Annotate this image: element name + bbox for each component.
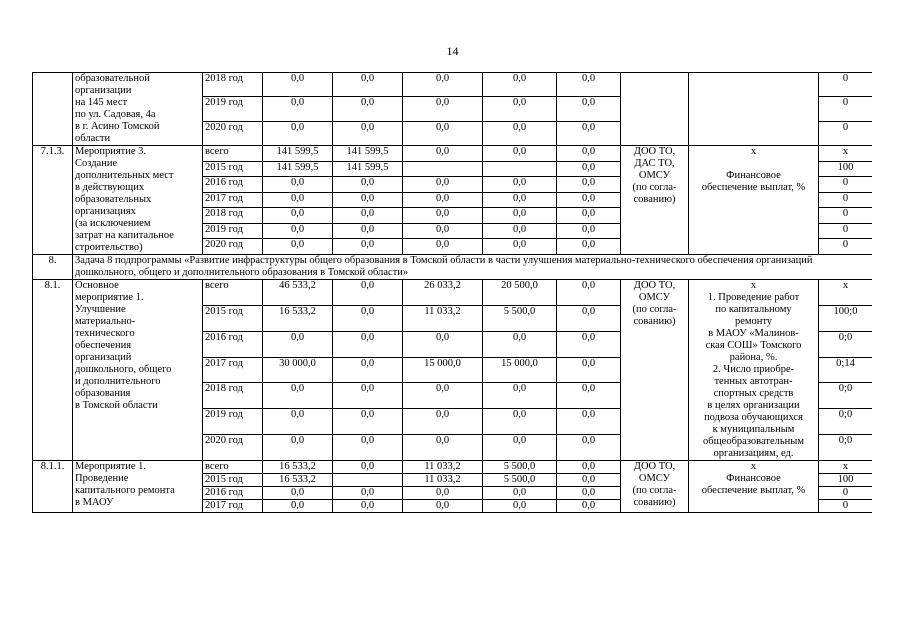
federal-budget-cell: 0,0 [333, 461, 403, 474]
indicator-value-cell: 0 [819, 97, 873, 121]
year-cell: 2015 год [203, 474, 263, 487]
year-cell: 2017 год [203, 500, 263, 513]
executor-cell: ДОО ТО, ОМСУ (по согла- сованию) [621, 461, 689, 513]
federal-budget-cell: 0,0 [333, 223, 403, 239]
indicator-value-cell: 0 [819, 500, 873, 513]
budget-table-container [32, 72, 872, 640]
local-budget-cell: 0,0 [483, 73, 557, 97]
year-cell: 2019 год [203, 409, 263, 435]
extra-budget-cell: 0,0 [557, 435, 621, 461]
federal-budget-cell: 0,0 [333, 500, 403, 513]
total-amount-cell: 0,0 [263, 239, 333, 255]
year-cell: 2018 год [203, 73, 263, 97]
year-cell: 2016 год [203, 487, 263, 500]
federal-budget-cell: 0,0 [333, 121, 403, 145]
year-cell: 2019 год [203, 223, 263, 239]
regional-budget-cell: 0,0 [403, 239, 483, 255]
indicator-value-cell: 0 [819, 208, 873, 224]
year-cell: 2020 год [203, 239, 263, 255]
total-amount-cell: 0,0 [263, 487, 333, 500]
federal-budget-cell: 141 599,5 [333, 146, 403, 162]
row-number-cell: 8.1.1. [33, 461, 73, 513]
local-budget-cell: 0,0 [483, 223, 557, 239]
year-cell: 2017 год [203, 192, 263, 208]
indicator-value-cell: 0;14 [819, 357, 873, 383]
federal-budget-cell: 0,0 [333, 331, 403, 357]
indicator-value-cell: 0 [819, 239, 873, 255]
table-row [33, 461, 873, 474]
indicator-value-cell: 0 [819, 73, 873, 97]
extra-budget-cell: 0,0 [557, 474, 621, 487]
federal-budget-cell: 0,0 [333, 208, 403, 224]
indicator-cell: х Финансовое обеспечение выплат, % [689, 461, 819, 513]
local-budget-cell: 15 000,0 [483, 357, 557, 383]
indicator-value-cell: х [819, 461, 873, 474]
extra-budget-cell: 0,0 [557, 192, 621, 208]
local-budget-cell: 5 500,0 [483, 461, 557, 474]
federal-budget-cell: 141 599,5 [333, 161, 403, 177]
federal-budget-cell: 0,0 [333, 487, 403, 500]
local-budget-cell: 0,0 [483, 409, 557, 435]
regional-budget-cell: 0,0 [403, 73, 483, 97]
regional-budget-cell [403, 161, 483, 177]
year-cell: всего [203, 146, 263, 162]
total-amount-cell: 0,0 [263, 73, 333, 97]
extra-budget-cell: 0,0 [557, 461, 621, 474]
local-budget-cell: 0,0 [483, 121, 557, 145]
indicator-cell: х Финансовое обеспечение выплат, % [689, 146, 819, 255]
year-cell: 2015 год [203, 161, 263, 177]
indicator-cell: х 1. Проведение работ по капитальному ремонту в МАОУ «Малинов- ская СОШ» Томского района, %. 2. Число приобре- тенных автотран- спортных средств в целях организации подвоза обучающихся к муниципальным общеобразовательным организациям, ед. [689, 280, 819, 461]
extra-budget-cell: 0,0 [557, 146, 621, 162]
table-body [33, 73, 873, 513]
activity-name-cell: Мероприятие 1. Проведение капитального ремонта в МАОУ [73, 461, 203, 513]
row-number-cell [33, 73, 73, 146]
table-row [33, 280, 873, 306]
extra-budget-cell: 0,0 [557, 239, 621, 255]
year-cell: 2017 год [203, 357, 263, 383]
activity-name-cell: Мероприятие 3. Создание дополнительных мест в действующих образовательных организациях (за исключением затрат на капитальное строительство) [73, 146, 203, 255]
local-budget-cell: 0,0 [483, 239, 557, 255]
regional-budget-cell: 11 033,2 [403, 305, 483, 331]
extra-budget-cell: 0,0 [557, 331, 621, 357]
year-cell: 2019 год [203, 97, 263, 121]
indicator-value-cell: 0;0 [819, 435, 873, 461]
task-number-cell: 8. [33, 255, 73, 280]
regional-budget-cell: 0,0 [403, 192, 483, 208]
regional-budget-cell: 0,0 [403, 121, 483, 145]
year-cell: 2018 год [203, 383, 263, 409]
federal-budget-cell: 0,0 [333, 73, 403, 97]
regional-budget-cell: 0,0 [403, 223, 483, 239]
regional-budget-cell: 11 033,2 [403, 474, 483, 487]
activity-name-cell: образовательной организации на 145 мест по ул. Садовая, 4а в г. Асино Томской области [73, 73, 203, 146]
indicator-value-cell: 0;0 [819, 409, 873, 435]
row-number-cell: 8.1. [33, 280, 73, 461]
year-cell: 2018 год [203, 208, 263, 224]
total-amount-cell: 0,0 [263, 97, 333, 121]
extra-budget-cell: 0,0 [557, 73, 621, 97]
federal-budget-cell: 0,0 [333, 239, 403, 255]
extra-budget-cell: 0,0 [557, 280, 621, 306]
total-amount-cell: 141 599,5 [263, 146, 333, 162]
regional-budget-cell: 0,0 [403, 331, 483, 357]
total-amount-cell: 0,0 [263, 223, 333, 239]
regional-budget-cell: 11 033,2 [403, 461, 483, 474]
total-amount-cell: 0,0 [263, 383, 333, 409]
federal-budget-cell [333, 474, 403, 487]
extra-budget-cell: 0,0 [557, 500, 621, 513]
year-cell: всего [203, 280, 263, 306]
indicator-value-cell: 0;0 [819, 383, 873, 409]
federal-budget-cell: 0,0 [333, 409, 403, 435]
regional-budget-cell: 15 000,0 [403, 357, 483, 383]
total-amount-cell: 0,0 [263, 500, 333, 513]
extra-budget-cell: 0,0 [557, 177, 621, 193]
regional-budget-cell: 0,0 [403, 500, 483, 513]
total-amount-cell: 0,0 [263, 208, 333, 224]
extra-budget-cell: 0,0 [557, 223, 621, 239]
table-row [33, 146, 873, 162]
indicator-cell [689, 73, 819, 146]
extra-budget-cell: 0,0 [557, 97, 621, 121]
federal-budget-cell: 0,0 [333, 280, 403, 306]
year-cell: 2020 год [203, 121, 263, 145]
federal-budget-cell: 0,0 [333, 357, 403, 383]
federal-budget-cell: 0,0 [333, 383, 403, 409]
regional-budget-cell: 0,0 [403, 487, 483, 500]
total-amount-cell: 30 000,0 [263, 357, 333, 383]
total-amount-cell: 16 533,2 [263, 474, 333, 487]
indicator-value-cell: 0 [819, 192, 873, 208]
regional-budget-cell: 0,0 [403, 97, 483, 121]
indicator-value-cell: 100;0 [819, 305, 873, 331]
local-budget-cell: 0,0 [483, 177, 557, 193]
local-budget-cell: 0,0 [483, 146, 557, 162]
extra-budget-cell: 0,0 [557, 357, 621, 383]
year-cell: 2015 год [203, 305, 263, 331]
regional-budget-cell: 26 033,2 [403, 280, 483, 306]
total-amount-cell: 16 533,2 [263, 305, 333, 331]
budget-table [32, 72, 872, 513]
task-header-row [33, 255, 873, 280]
total-amount-cell: 16 533,2 [263, 461, 333, 474]
executor-cell [621, 73, 689, 146]
extra-budget-cell: 0,0 [557, 305, 621, 331]
local-budget-cell: 0,0 [483, 435, 557, 461]
local-budget-cell: 0,0 [483, 331, 557, 357]
indicator-value-cell: 0 [819, 177, 873, 193]
total-amount-cell: 0,0 [263, 435, 333, 461]
local-budget-cell: 0,0 [483, 500, 557, 513]
indicator-value-cell: 0 [819, 487, 873, 500]
extra-budget-cell: 0,0 [557, 121, 621, 145]
total-amount-cell: 0,0 [263, 409, 333, 435]
federal-budget-cell: 0,0 [333, 97, 403, 121]
local-budget-cell: 0,0 [483, 487, 557, 500]
extra-budget-cell: 0,0 [557, 487, 621, 500]
table-row [33, 73, 873, 97]
total-amount-cell: 141 599,5 [263, 161, 333, 177]
regional-budget-cell: 0,0 [403, 435, 483, 461]
local-budget-cell: 0,0 [483, 192, 557, 208]
extra-budget-cell: 0,0 [557, 383, 621, 409]
regional-budget-cell: 0,0 [403, 208, 483, 224]
activity-name-cell: Основное мероприятие 1. Улучшение материально- технического обеспечения организаций дошкольного, общего и дополнительного образования в Томской области [73, 280, 203, 461]
regional-budget-cell: 0,0 [403, 177, 483, 193]
local-budget-cell: 0,0 [483, 208, 557, 224]
local-budget-cell: 0,0 [483, 97, 557, 121]
regional-budget-cell: 0,0 [403, 383, 483, 409]
total-amount-cell: 0,0 [263, 192, 333, 208]
indicator-value-cell: 0 [819, 223, 873, 239]
extra-budget-cell: 0,0 [557, 208, 621, 224]
local-budget-cell: 5 500,0 [483, 305, 557, 331]
year-cell: 2020 год [203, 435, 263, 461]
total-amount-cell: 46 533,2 [263, 280, 333, 306]
federal-budget-cell: 0,0 [333, 192, 403, 208]
extra-budget-cell: 0,0 [557, 161, 621, 177]
regional-budget-cell: 0,0 [403, 146, 483, 162]
year-cell: 2016 год [203, 331, 263, 357]
indicator-value-cell: 0;0 [819, 331, 873, 357]
local-budget-cell: 5 500,0 [483, 474, 557, 487]
indicator-value-cell: 100 [819, 161, 873, 177]
federal-budget-cell: 0,0 [333, 435, 403, 461]
federal-budget-cell: 0,0 [333, 177, 403, 193]
indicator-value-cell: 100 [819, 474, 873, 487]
indicator-value-cell: х [819, 280, 873, 306]
total-amount-cell: 0,0 [263, 331, 333, 357]
indicator-value-cell: 0 [819, 121, 873, 145]
local-budget-cell: 20 500,0 [483, 280, 557, 306]
year-cell: 2016 год [203, 177, 263, 193]
regional-budget-cell: 0,0 [403, 409, 483, 435]
executor-cell: ДОО ТО, ОМСУ (по согла- сованию) [621, 280, 689, 461]
row-number-cell: 7.1.3. [33, 146, 73, 255]
total-amount-cell: 0,0 [263, 121, 333, 145]
executor-cell: ДОО ТО, ДАС ТО, ОМСУ (по согла- сованию) [621, 146, 689, 255]
task-description-cell: Задача 8 подпрограммы «Развитие инфраструктуры общего образования в Томской области в части улучшения материально-технического обеспечения организаций дошкольного, общего и дополнительного образования в Томской области» [73, 255, 873, 280]
federal-budget-cell: 0,0 [333, 305, 403, 331]
year-cell: всего [203, 461, 263, 474]
local-budget-cell: 0,0 [483, 383, 557, 409]
page-number: 14 [446, 44, 459, 58]
local-budget-cell [483, 161, 557, 177]
indicator-value-cell: х [819, 146, 873, 162]
total-amount-cell: 0,0 [263, 177, 333, 193]
extra-budget-cell: 0,0 [557, 409, 621, 435]
